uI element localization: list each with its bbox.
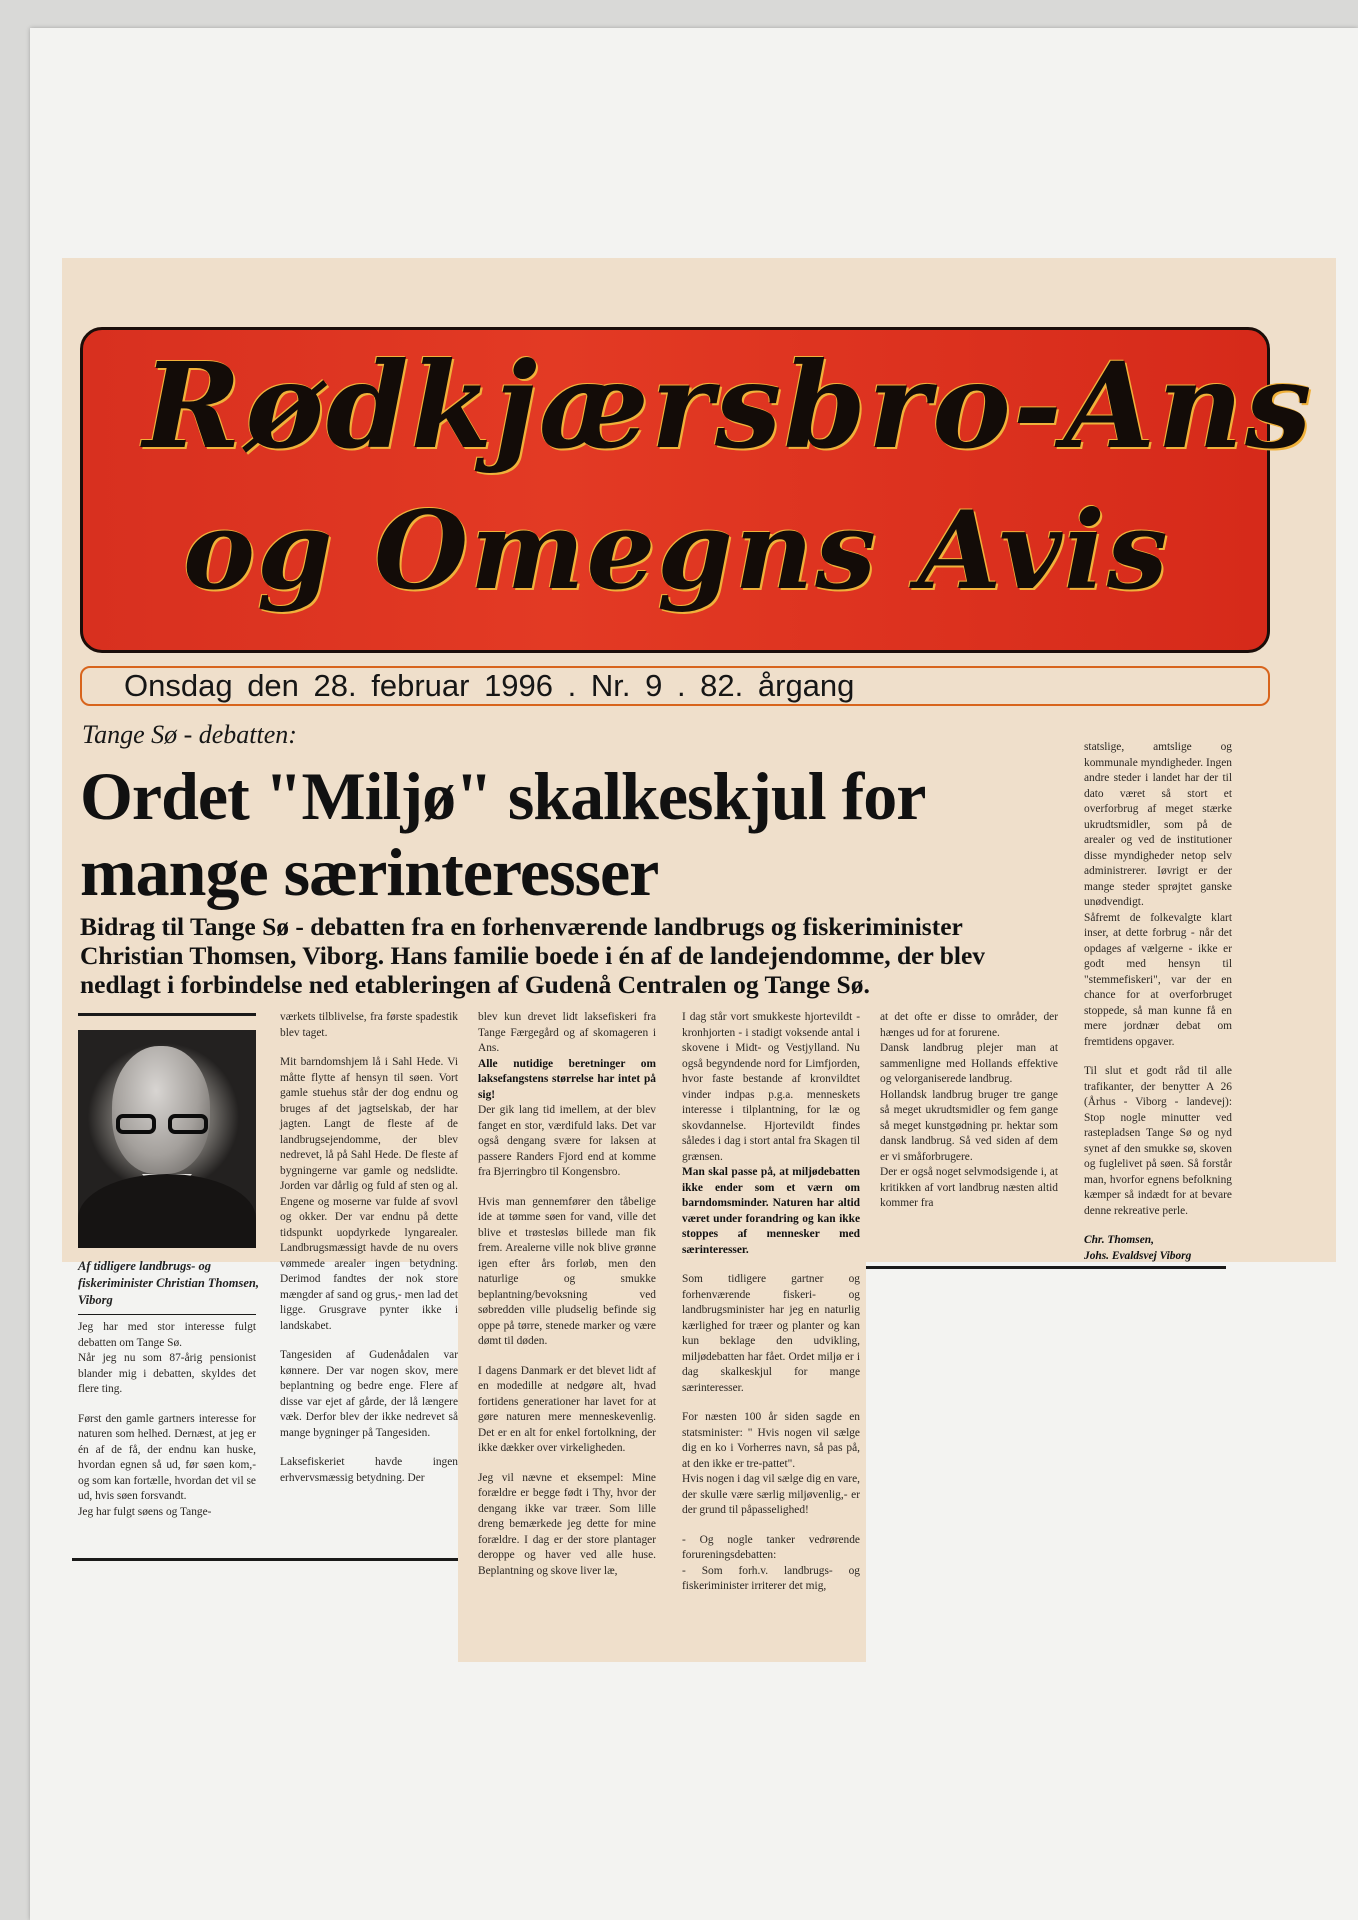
article-kicker: Tange Sø - debatten: bbox=[82, 720, 297, 749]
masthead-subtitle: og Omegns Avis bbox=[183, 488, 1170, 614]
masthead-title: Rødkjærsbro-Ans bbox=[143, 336, 1314, 475]
paragraph: Som tidligere gartner og forhenværende fiskeri- og landbrugsminister har jeg en naturlig kærlighed for træer og planter og kan kun beklage den udvikling, miljødebatten har fået. Ordet miljø er i dag skalkeskjul for mange særinteresser. bbox=[682, 1273, 860, 1394]
paragraph: Når jeg nu som 87-årig pensionist blander mig i debatten, skyldes det flere ting. bbox=[78, 1352, 256, 1395]
paragraph: værkets tilblivelse, fra første spadestik blev taget. bbox=[280, 1011, 458, 1039]
article-headline: Ordet "Miljø" skalkeskjul for mange særinteresser bbox=[80, 758, 925, 910]
paragraph: blev kun drevet lidt laksefiskeri fra Tange Færgegård og af skomageren i Ans. bbox=[478, 1011, 656, 1054]
paragraph: Hvis nogen i dag vil sælge dig en vare, der skulle være særlig miljøvenlig,- er der grund til påpasselighed! bbox=[682, 1473, 860, 1516]
paragraph: - Som forh.v. landbrugs- og fiskeriminister irriterer det mig, bbox=[682, 1564, 860, 1592]
bold-text: Alle nutidige beretninger om laksefangstens størrelse har intet på sig! bbox=[478, 1057, 656, 1101]
column-rule bbox=[78, 1013, 256, 1016]
article-column-4 bbox=[682, 1010, 860, 1660]
photo-caption: Af tidligere landbrugs- og fiskeriminister Christian Thomsen, Viborg bbox=[78, 1259, 259, 1307]
paragraph: Der gik lang tid imellem, at der blev fanget en stor, værdifuld laks. Det var også dengang svære for laksen at passere Randers Fjord end at komme fra Bjerringbro til Kongensbro. bbox=[478, 1104, 656, 1178]
paragraph: Jeg har med stor interesse fulgt debatten om Tange Sø. bbox=[78, 1321, 256, 1349]
signature-address: Johs. Evaldsvej Viborg bbox=[1084, 1249, 1192, 1262]
author-suit bbox=[78, 1174, 256, 1248]
paragraph: Jeg har fulgt søens og Tange- bbox=[78, 1505, 212, 1518]
article-column-1 bbox=[78, 1320, 256, 1570]
paragraph: Jeg vil nævne et eksempel: Mine forældre er begge født i Thy, hvor der dengang ikke var træer. Som lille dreng bemærkede jeg dette for mine forældre. I dag er der store plantager deroppe og haver ved alle huse. Beplantning og skove liver læ, bbox=[478, 1471, 656, 1577]
paragraph: - Og nogle tanker vedrørende forureningsdebatten: bbox=[682, 1533, 860, 1561]
article-column-3 bbox=[478, 1010, 656, 1660]
paragraph: at det ofte er disse to områder, der hænges ud for at forurene. bbox=[880, 1011, 1058, 1039]
dateline: Onsdag den 28. februar 1996 . Nr. 9 . 82. årgang bbox=[80, 666, 1270, 706]
paragraph: For næsten 100 år siden sagde en statsminister: " Hvis nogen vil sælge dig en ko i Vorherres navn, så pas på, at den ikke er tre-pattet". bbox=[682, 1411, 860, 1470]
paragraph: Dansk landbrug plejer man at sammenligne med Hollands effektive og velorganiserede landbrug. bbox=[880, 1042, 1058, 1085]
paragraph: Laksefiskeriet havde ingen erhvervsmæssig betydning. Der bbox=[280, 1456, 458, 1484]
caption-rule bbox=[78, 1314, 256, 1315]
article-column-6 bbox=[1084, 740, 1232, 1262]
paragraph: Tangesiden af Gudenådalen var kønnere. Der var nogen skov, mere beplantning og bedre enge. Flere af disse var ejet af gårde, der lå længere væk. Derfor blev der ikke nedrevet så mange bygninger på Tangesiden. bbox=[280, 1349, 458, 1439]
glasses-icon bbox=[116, 1114, 208, 1134]
bottom-rule-right bbox=[866, 1266, 1226, 1269]
article-column-5 bbox=[880, 1010, 1058, 1250]
paragraph: Mit barndomshjem lå i Sahl Hede. Vi måtte flytte af hensyn til søen. Vort gamle stuehus står der dog endnu og bruges af det jagtselskab, der har jagten. Langt de fleste af de landbrugsejendomme, der blev nedrevet, lå på Sahl Hede. De fleste af bygningerne var gamle og nedslidte. Jorden var dårlig og fuld af sten og al. Engene og moserne var fulde af svovl og okker. Der var endnu på dette tidspunkt uopdyrkede lyngarealer. Landbrugsmæssigt havde de nu overs vømmede arealer ingen betydning. Derimod fandtes der nok store mængder af sand og grus,- men lad det ligge. Grusgrave pynter ikke i landskabet. bbox=[280, 1056, 458, 1332]
paragraph-bold bbox=[478, 1057, 656, 1104]
paragraph: Hvis man gennemfører den tåbelige ide at tømme søen for vand, ville det blive et trøstesløs billede man fik frem. Arealerne ville nok blive grønne igen efter års forløb, men den naturlige og smukke beplantning/bevoksning ved søbredden ville pludselig befinde sig oppe på tørre, stenede marker og være dømt til døden. bbox=[478, 1195, 656, 1347]
bold-text: Man skal passe på, at miljødebatten ikke ender som et værn om barndomsminder. Naturen har altid været under forandring og kan ikke stoppes af mennesker med særinteresser. bbox=[682, 1166, 860, 1256]
author-face bbox=[112, 1046, 210, 1174]
paragraph: Til slut et godt råd til alle trafikanter, der benytter A 26 (Århus - Viborg - landevej): Stop nogle minutter ved rastepladsen Tange Sø og nyd synet af den smukke sø, skoven og fuglelivet på søen. Så forstår man, hvorfor egnens befolkning kæmper så indædt for at bevare denne rekreative perle. bbox=[1084, 1065, 1232, 1217]
paragraph: Først den gamle gartners interesse for naturen som helhed. Dernæst, at jeg er én af de få, der endnu kan huske, hvordan egnen så ud, før søen kom,- og som kan fortælle, hvordan det vil se ud, hvis søen forsvandt. bbox=[78, 1412, 256, 1502]
paragraph-bold bbox=[682, 1165, 860, 1258]
paragraph: Hollandsk landbrug bruger tre gange så meget ukrudtsmidler og fem gange så meget kunstgødning pr. hektar som dansk landbrug. Så ved siden af dem er vi småforbrugere. bbox=[880, 1088, 1058, 1163]
paragraph: I dagens Danmark er det blevet lidt af en modedille at nedgøre alt, hvad fortidens generationer har lavet for at gøre naturen mere menneskevenlig. Det er en alt for enkel fortolkning, der ikke dækker over virkeligheden. bbox=[478, 1364, 656, 1454]
article-column-2 bbox=[280, 1010, 458, 1555]
article-deck: Bidrag til Tange Sø - debatten fra en forhenværende landbrugs og fiskeriminister Christian Thomsen, Viborg. Hans familie boede i én af de landejendomme, der blev nedlagt i forbindelse ned etableringen af Gudenå Centralen og Tange Sø. bbox=[80, 912, 986, 999]
paragraph: statslige, amtslige og kommunale myndigheder. Ingen andre steder i landet har der til dato været så stort et overforbrug af meget stærke ukrudtsmidler, som på de arealer og ved de institutioner disse myndigheder netop selv administrerer. Iøvrigt er der mange steder sprøjtet ganske unødvendigt. bbox=[1084, 741, 1232, 908]
author-photo bbox=[78, 1030, 256, 1248]
signature-name: Chr. Thomsen, bbox=[1084, 1234, 1154, 1246]
paragraph: I dag står vort smukkeste hjortevildt - kronhjorten - i stadigt voksende antal i skovene i Midt- og Vestjylland. Nu også begyndende nord for Limfjorden, hvor faste bestande af kronvildtet vinder indpas p.g.a. menneskets interesse i tilplantning, for læ og skovdannelse. Hjortevildt findes således i dag i stort antal fra Skagen til grænsen. bbox=[682, 1011, 860, 1163]
paragraph: Såfremt de folkevalgte klart inser, at dette forbrug - når det opdages af vælgerne - ikke er godt med hensyn til "stemmefiskeri", var der en chance for at overforbruget stoppede, så man kunne få en mere jordnær debat om fremtidens opgaver. bbox=[1084, 911, 1232, 1048]
masthead bbox=[80, 327, 1314, 653]
paragraph: Der er også noget selvmodsigende i, at kritikken af vort landbrug næsten altid kommer fra bbox=[880, 1166, 1058, 1209]
bottom-rule-left bbox=[72, 1558, 458, 1561]
